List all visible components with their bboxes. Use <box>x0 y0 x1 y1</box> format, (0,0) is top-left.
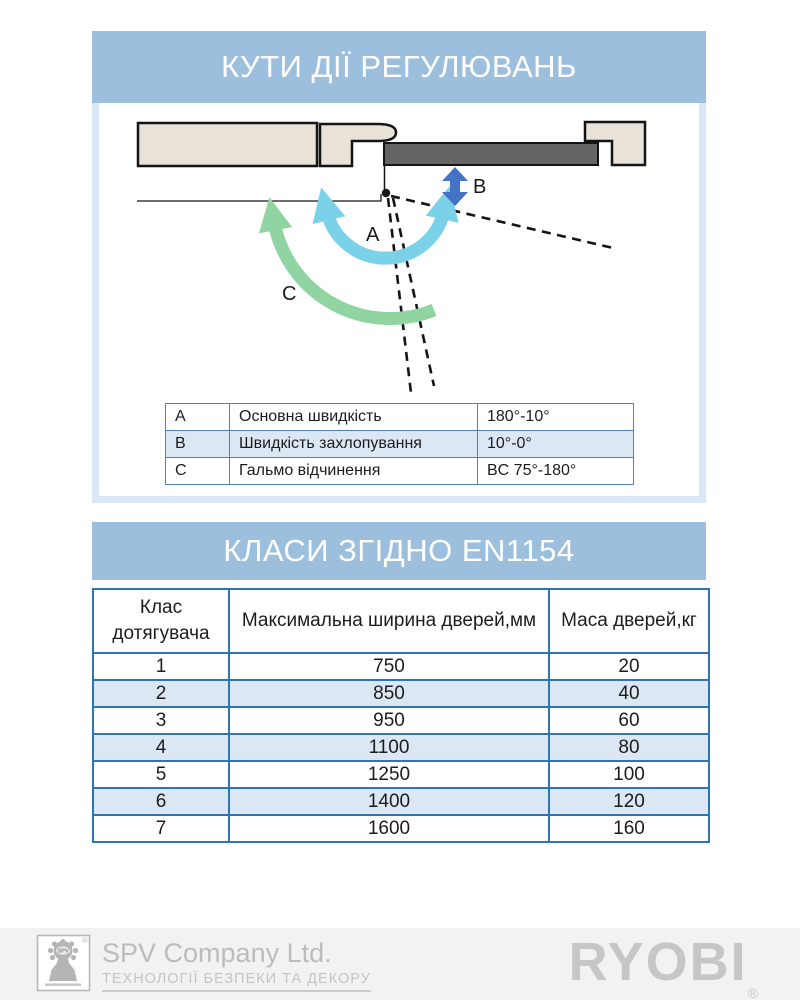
column-header-class: Клас дотягувача <box>93 589 229 653</box>
pivot-point <box>382 189 390 197</box>
door-mass: 80 <box>549 734 709 761</box>
diagram-label-a: A <box>366 224 380 246</box>
max-width: 850 <box>229 680 549 707</box>
classes-row-6 <box>93 788 709 815</box>
adjustments-row-b <box>166 431 634 458</box>
max-width: 1250 <box>229 761 549 788</box>
classes-row-4 <box>93 734 709 761</box>
en1154-classes-table <box>92 588 710 843</box>
ryobi-logo <box>569 932 758 1000</box>
adjustments-table <box>165 403 634 485</box>
door-mass: 60 <box>549 707 709 734</box>
adjustment-name: Основна швидкість <box>230 404 478 431</box>
adjustment-value: BC 75°-180° <box>478 458 634 485</box>
arrow-b-latching <box>442 167 468 206</box>
class-number: 5 <box>93 761 229 788</box>
section1-panel <box>92 103 706 503</box>
column-header-width: Максимальна ширина дверей,мм <box>229 589 549 653</box>
classes-header-row <box>93 589 709 653</box>
max-width: 1400 <box>229 788 549 815</box>
max-width: 1600 <box>229 815 549 842</box>
door-mass: 40 <box>549 680 709 707</box>
max-width: 1100 <box>229 734 549 761</box>
classes-row-5 <box>93 761 709 788</box>
class-number: 2 <box>93 680 229 707</box>
class-number: 1 <box>93 653 229 680</box>
column-header-mass: Маса дверей,кг <box>549 589 709 653</box>
adjustment-value: 10°-0° <box>478 431 634 458</box>
max-width: 950 <box>229 707 549 734</box>
section1-title-bar <box>92 31 706 103</box>
adjustment-name: Швидкість захлопування <box>230 431 478 458</box>
diagram-label-c: C <box>282 283 297 305</box>
diagram-label-b: B <box>473 176 487 198</box>
door-mass: 160 <box>549 815 709 842</box>
spv-tagline: ТЕХНОЛОГІЇ БЕЗПЕКИ ТА ДЕКОРУ <box>102 971 371 992</box>
spv-emblem-icon <box>36 934 94 992</box>
door-mass: 20 <box>549 653 709 680</box>
section1-title: КУТИ ДІЇ РЕГУЛЮВАНЬ <box>221 49 577 84</box>
door-leaf-open <box>384 143 598 165</box>
spv-emblem-label: SPV <box>57 948 69 955</box>
class-number: 7 <box>93 815 229 842</box>
classes-row-2 <box>93 680 709 707</box>
class-number: 3 <box>93 707 229 734</box>
adjustment-value: 180°-10° <box>478 404 634 431</box>
arc-a-main-speed <box>327 211 444 258</box>
door-mass: 100 <box>549 761 709 788</box>
spv-logo <box>36 934 371 992</box>
class-number: 6 <box>93 788 229 815</box>
adjustment-key: C <box>166 458 230 485</box>
spv-registered-mark: ® <box>82 936 88 945</box>
classes-row-3 <box>93 707 709 734</box>
adjustments-row-c <box>166 458 634 485</box>
door-mass: 120 <box>549 788 709 815</box>
class-number: 4 <box>93 734 229 761</box>
max-width: 750 <box>229 653 549 680</box>
adjustment-key: B <box>166 431 230 458</box>
classes-row-1 <box>93 653 709 680</box>
spv-text-block <box>102 934 371 992</box>
section2-title: КЛАСИ ЗГІДНО EN1154 <box>223 533 575 568</box>
door-position-dashed-85deg <box>388 198 411 393</box>
footer <box>0 928 800 1000</box>
adjustments-row-a <box>166 404 634 431</box>
door-closed-outline <box>137 194 381 201</box>
wall-section-left <box>138 123 317 166</box>
spv-company-name: SPV Company Ltd. <box>102 938 332 968</box>
classes-row-7 <box>93 815 709 842</box>
adjustment-key: A <box>166 404 230 431</box>
ryobi-registered-mark: ® <box>747 985 758 1000</box>
ryobi-wordmark: RYOBI <box>568 932 748 992</box>
arc-c-opening-brake <box>274 222 434 319</box>
adjustment-name: Гальмо відчинення <box>230 458 478 485</box>
door-closer-angles-diagram <box>99 103 699 400</box>
section2-title-bar <box>92 522 706 580</box>
